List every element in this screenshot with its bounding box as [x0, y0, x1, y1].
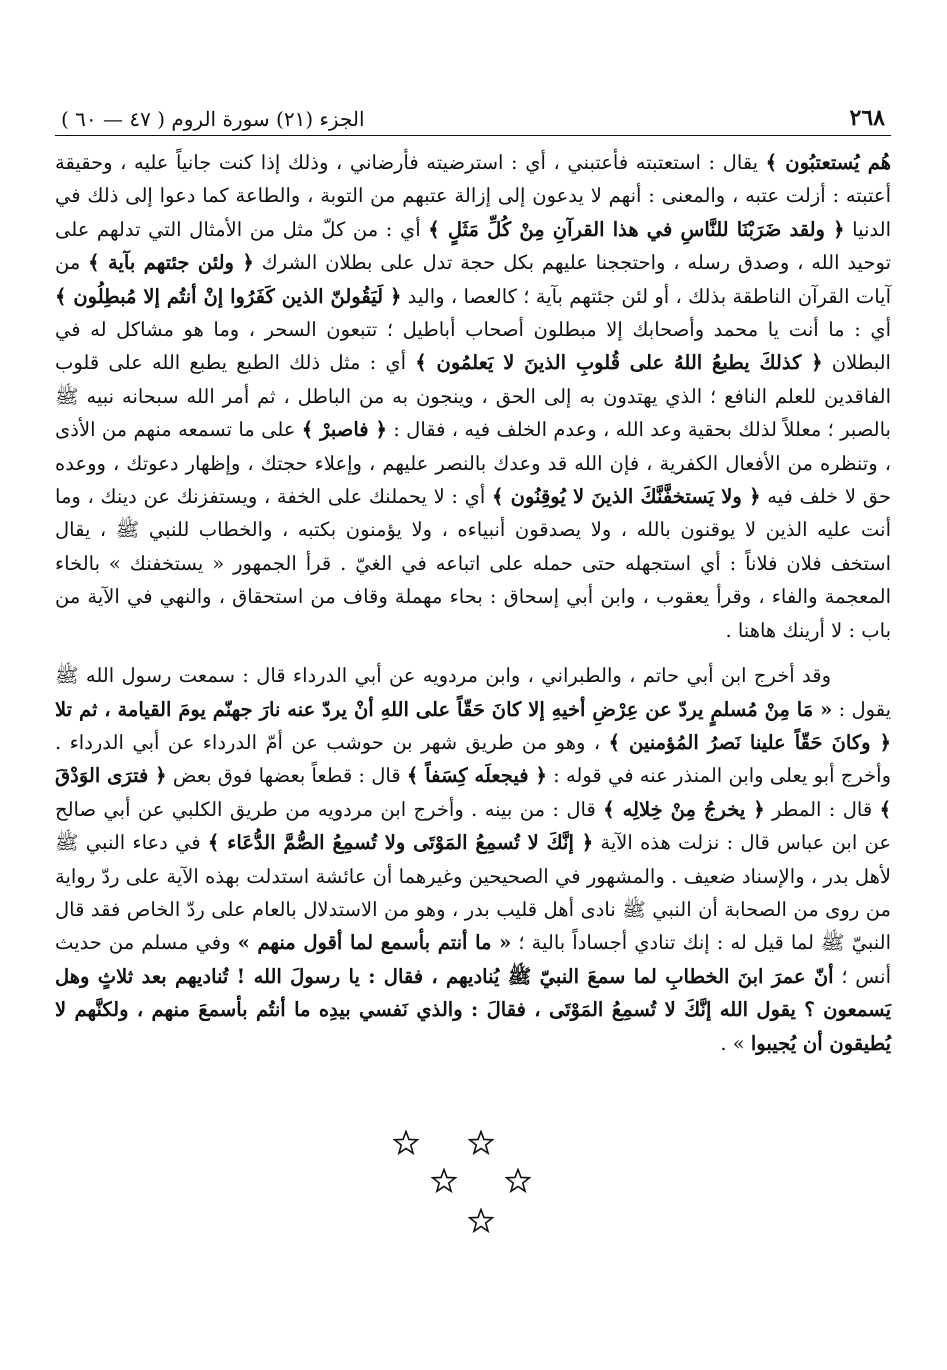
commentary-text: ، وهو من طريق شهر بن حوشب عن أمّ الدرداء عن أبي الدرداء . وأخرج أبو يعلى وابن المنذر عنه في قوله : — [55, 730, 891, 788]
quoted-text: ﴿ فيجعلَه كِسَفاً ﴾ — [406, 764, 547, 788]
page-number: ٢٦٨ — [849, 105, 885, 131]
quoted-text: هُم يُستعتبُون ﴾ — [765, 151, 891, 174]
book-page — [55, 95, 891, 1060]
quoted-text: « ما أنتم بأسمع لما أقول منهم » — [237, 931, 512, 955]
commentary-text: أي : مثل ذلك الطبع يطبع الله على قلوب الفاقدين للعلم النافع ؛ الذي يهتدون به إلى الحق ، وينجون به من الباطل ، ثم أمر الله سبحانه نبيه ﷺ بالصبر ؛ معللاً لذلك بحقية وعد الله ، وعدم الخلف فيه ، فقال : — [55, 351, 891, 442]
quoted-text: ﴿ فترَى الوَدْقَ ﴾ — [55, 764, 892, 821]
quoted-text: ﴿ كذلكَ يطبعُ اللهُ على قُلوبِ الذينَ لا يَعلمُون ﴾ — [415, 351, 823, 375]
commentary-text: قال : من بينه . وأخرج ابن مردويه من طريق الكلبي عن أبي صالح عن ابن عباس قال : نزلت هذه الآية — [55, 797, 891, 855]
commentary-text: وقد أخرج ابن أبي حاتم ، والطبراني ، وابن مردويه عن أبي الدرداء قال : سمعت رسول الله ﷺ يقول : — [55, 664, 891, 721]
stars-ornament — [0, 1128, 947, 1258]
star-outline-icon — [431, 1168, 457, 1194]
commentary-text: » . — [720, 1031, 751, 1055]
commentary-text: قال : المطر — [764, 797, 880, 821]
quoted-text: ﴿ لَيَقُولنّ الذين كَفَرُوا إنْ أنتُم إلا مُبطِلُون ﴾ — [55, 284, 402, 308]
quoted-text: « مَا مِنْ مُسلمٍ يردّ عن عِرْضِ أخيهِ إلا كانَ حَقّاً على اللهِ أنْ يردّ عنه نارَ جهنّم يومَ القيامة ، ثم تلا ﴿ وكانَ حَقّاً علينا نَصرُ المُؤمنين ﴾ — [55, 697, 891, 754]
quoted-text: ﴿ ولقد ضَرَبْنَا للنَّاسِ في هذا القرآنِ مِنْ كُلِّ مَثَلٍ ﴾ — [428, 217, 845, 241]
page-header — [55, 95, 891, 136]
commentary-text: في دعاء النبي ﷺ لأهل بدر ، والإسناد ضعيف . والمشهور في الصحيحين وغيرهما أن عائشة استدلت بهذه الآية على ردّ رواية من روى من الصحابة أن النبي ﷺ نادى أهل قليب بدر ، وهو من الاستدلال بالعام على ردّ الخاص فقد قال النبيّ ﷺ لما قيل له : إنك تنادي أجساداً بالية ؛ — [55, 831, 891, 955]
commentary-text: من آيات القرآن الناطقة بذلك ، أو لئن جئتهم بآية ؛ كالعصا ، واليد — [55, 251, 891, 308]
commentary-text: أي : لا يحملنك على الخفة ، ويستفزنك عن دينك ، وما أنت عليه الذين لا يوقنون بالله ، ولا يصدقون أنبياءه ، ولا يؤمنون بكتبه ، والخطاب للنبي ﷺ ، يقال استخف فلان فلاناً : أي استجهله حتى حمله على اتباعه في الغيّ . قرأ الجمهور « يستخفنك » بالخاء المعجمة والفاء ، وقرأ يعقوب ، وابن أبي إسحاق : بحاء مهملة وقاف من استحقاق ، والنهي في الآية من باب : لا أرينك هاهنا . — [55, 485, 891, 642]
body-text — [55, 146, 891, 1060]
paragraph-2 — [55, 659, 891, 1060]
commentary-text: قال : قطعاً بعضها فوق بعض — [166, 764, 407, 788]
paragraph-1 — [55, 146, 891, 647]
star-outline-icon — [505, 1168, 531, 1194]
commentary-text: يقال : استعتبته فأعتبني ، أي : استرضيته فأرضاني ، وذلك إذا كنت جانياً عليه ، وحقيقة أعتبته : أزلت عتبه ، والمعنى : أنهم لا يدعون إلى إزالة عتبهم من التوبة ، والطاعة كما دعوا إلى ذلك في الدنيا — [55, 151, 892, 241]
quoted-text: ﴿ إنَّكَ لا تُسمِعُ المَوْتَى ولا تُسمِعُ الصُّمَّ الدُّعَاء ﴾ — [207, 831, 594, 855]
quoted-text: ﴿ يخرجُ مِنْ خِلالِه ﴾ — [603, 797, 765, 821]
star-outline-icon — [468, 1130, 494, 1156]
commentary-text: أي : من كلّ مثل من الأمثال التي تدلهم على توحيد الله ، وصدق رسله ، واحتججنا عليهم بكل حجة تدل على بطلان الشرك — [55, 217, 891, 275]
commentary-text: أي : ما أنت يا محمد وأصحابك إلا مبطلون أصحاب أباطيل ؛ تتبعون السحر ، وما هو مشاكل له في البطلان — [55, 318, 891, 375]
quoted-text: ﴿ ولا يَستخفَّنَّكَ الذينَ لا يُوقِنُون ﴾ — [492, 485, 761, 509]
running-title: الجزء (٢١) سورة الروم ( ٤٧ — ٦٠ ) — [61, 107, 365, 131]
quoted-text: أنّ عمرَ ابنَ الخطابِ لما سمعَ النبيّ ﷺ يُناديهم ، فقال : يا رسولَ الله ! تُناديهم بعد ثلاثٍ وهل يَسمعون ؟ يقول الله إنَّكَ لا تُسمِعُ المَوْتَى ، فقالَ : والذي نَفسي بيدِه ما أنتُم بأسمعَ منهم ، ولكنَّهم لا يُطيقون أن يُجيبوا — [55, 964, 891, 1055]
star-outline-icon — [393, 1130, 419, 1156]
commentary-text: على ما تسمعه منهم من الأذى ، وتنظره من الأفعال الكفرية ، فإن الله قد وعدك بالنصر عليهم ، وإعلاء حجتك ، وإظهار دعوتك ، ووعده حق لا خلف فيه — [55, 418, 892, 509]
quoted-text: ﴿ فاصبرْ ﴾ — [301, 418, 387, 442]
star-outline-icon — [468, 1208, 494, 1234]
commentary-text: وفي مسلم من حديث أنس ؛ — [55, 931, 891, 988]
quoted-text: ﴿ ولئن جئتهم بآية ﴾ — [88, 251, 254, 275]
